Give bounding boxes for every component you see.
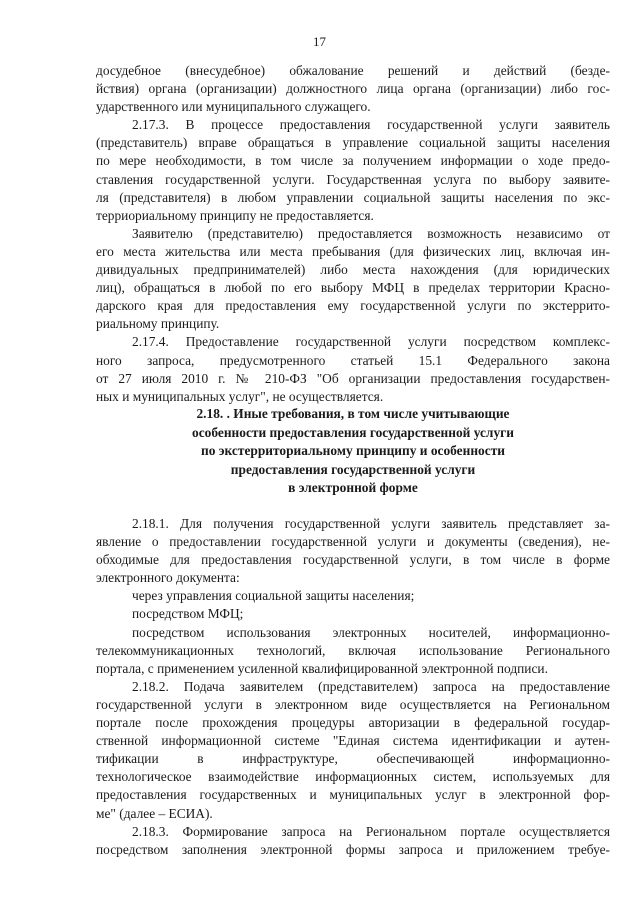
text-line: ного запроса, предусмотренного статьей 15.1 Федерального закона	[96, 352, 610, 368]
text-line: ственной информационной системе "Единая система идентификации и аутен-	[96, 733, 610, 749]
text-line: портале после прохождения процедуры авторизации в федеральной государ-	[96, 715, 610, 731]
text-line: предоставления государственных и муниципальных услуг в электронной фор-	[96, 787, 610, 803]
text-line: посредством заполнения электронной формы запроса и приложением требуе-	[96, 841, 610, 857]
text-line: тификации в инфраструктуре, обеспечивающей информационно-	[96, 751, 610, 767]
text-line: посредством МФЦ;	[132, 606, 244, 622]
text-line: Заявителю (представителю) предоставляется возможность независимо от	[132, 225, 610, 241]
text-line: электронного документа:	[96, 570, 240, 586]
text-line: технологическое взаимодействие информационных систем, используемых для	[96, 769, 610, 785]
text-line: портала, с применением усиленной квалифицированной электронной подписи.	[96, 660, 548, 676]
heading-line: особенности предоставления государственной услуги	[192, 424, 514, 440]
text-line: дивидуальных предпринимателей) либо места нахождения (для юридических	[96, 262, 610, 278]
text-line: 2.18.3. Формирование запроса на Региональном портале осуществляется	[132, 823, 610, 839]
text-line: 2.18.1. Для получения государственной услуги заявитель представляет за-	[132, 516, 610, 531]
heading-line: 2.18. . Иные требования, в том числе учитывающие	[196, 406, 510, 421]
text-line: посредством использования электронных носителей, информационно-	[132, 624, 610, 640]
text-line: 2.17.4. Предоставление государственной услуги посредством комплекс-	[132, 334, 610, 350]
body-block-1	[96, 62, 610, 406]
text-line: лиц), обращаться в любой по его выбору МФЦ в пределах территории Красно-	[96, 280, 610, 296]
text-line: 2.18.2. Подача заявителем (представителем) запроса на предоставление	[132, 678, 610, 694]
text-line: явление о предоставлении государственной услуги и документы (сведения), не-	[96, 534, 610, 550]
text-line: йствия) органа (организации) должностного лица органа (организации) либо гос-	[96, 81, 610, 97]
text-line: ударственного или муниципального служащего.	[96, 99, 371, 115]
section-heading	[96, 405, 610, 498]
page-number: 17	[313, 34, 326, 49]
text-line: ставления государственной услуги. Государственная услуга по выбору заявите-	[96, 171, 610, 187]
heading-line: в электронной форме	[288, 480, 418, 496]
text-line: 2.17.3. В процессе предоставления государственной услуги заявитель	[132, 117, 610, 133]
text-line: дарского края для предоставления ему государственной услуги по экстеррито-	[96, 298, 610, 314]
text-line: через управления социальной защиты населения;	[132, 588, 415, 604]
text-line: ля (представителя) в любом управлении социальной защиты населения по экс-	[96, 189, 610, 205]
body-block-2	[96, 515, 610, 859]
text-line: от 27 июля 2010 г. № 210-ФЗ "Об организации предоставления государствен-	[96, 370, 610, 386]
text-line: ных и муниципальных услуг", не осуществляется.	[96, 388, 384, 404]
text-line: по мере необходимости, в том числе за получением информации о ходе предо-	[96, 153, 610, 169]
heading-line: по экстерриториальному принципу и особенности	[201, 443, 505, 459]
text-line: ме" (далее – ЕСИА).	[96, 805, 213, 821]
text-line: (представитель) вправе обращаться в управление социальной защиты населения	[96, 135, 610, 151]
heading-line: предоставления государственной услуги	[230, 461, 476, 477]
text-line: досудебное (внесудебное) обжалование решений и действий (безде-	[96, 63, 610, 78]
text-line: государственной услуги в электронном виде осуществляется на Региональном	[96, 696, 610, 712]
text-line: терриориальному принципу не предоставляется.	[96, 207, 374, 223]
text-line: телекоммуникационных технологий, включая использование Регионального	[96, 642, 610, 658]
text-line: его места жительства или места пребывания (для физических лиц, включая ин-	[96, 243, 610, 259]
text-line: обходимые для предоставления государственной услуги, в том числе в форме	[96, 552, 610, 568]
text-line: риальному принципу.	[96, 316, 220, 332]
